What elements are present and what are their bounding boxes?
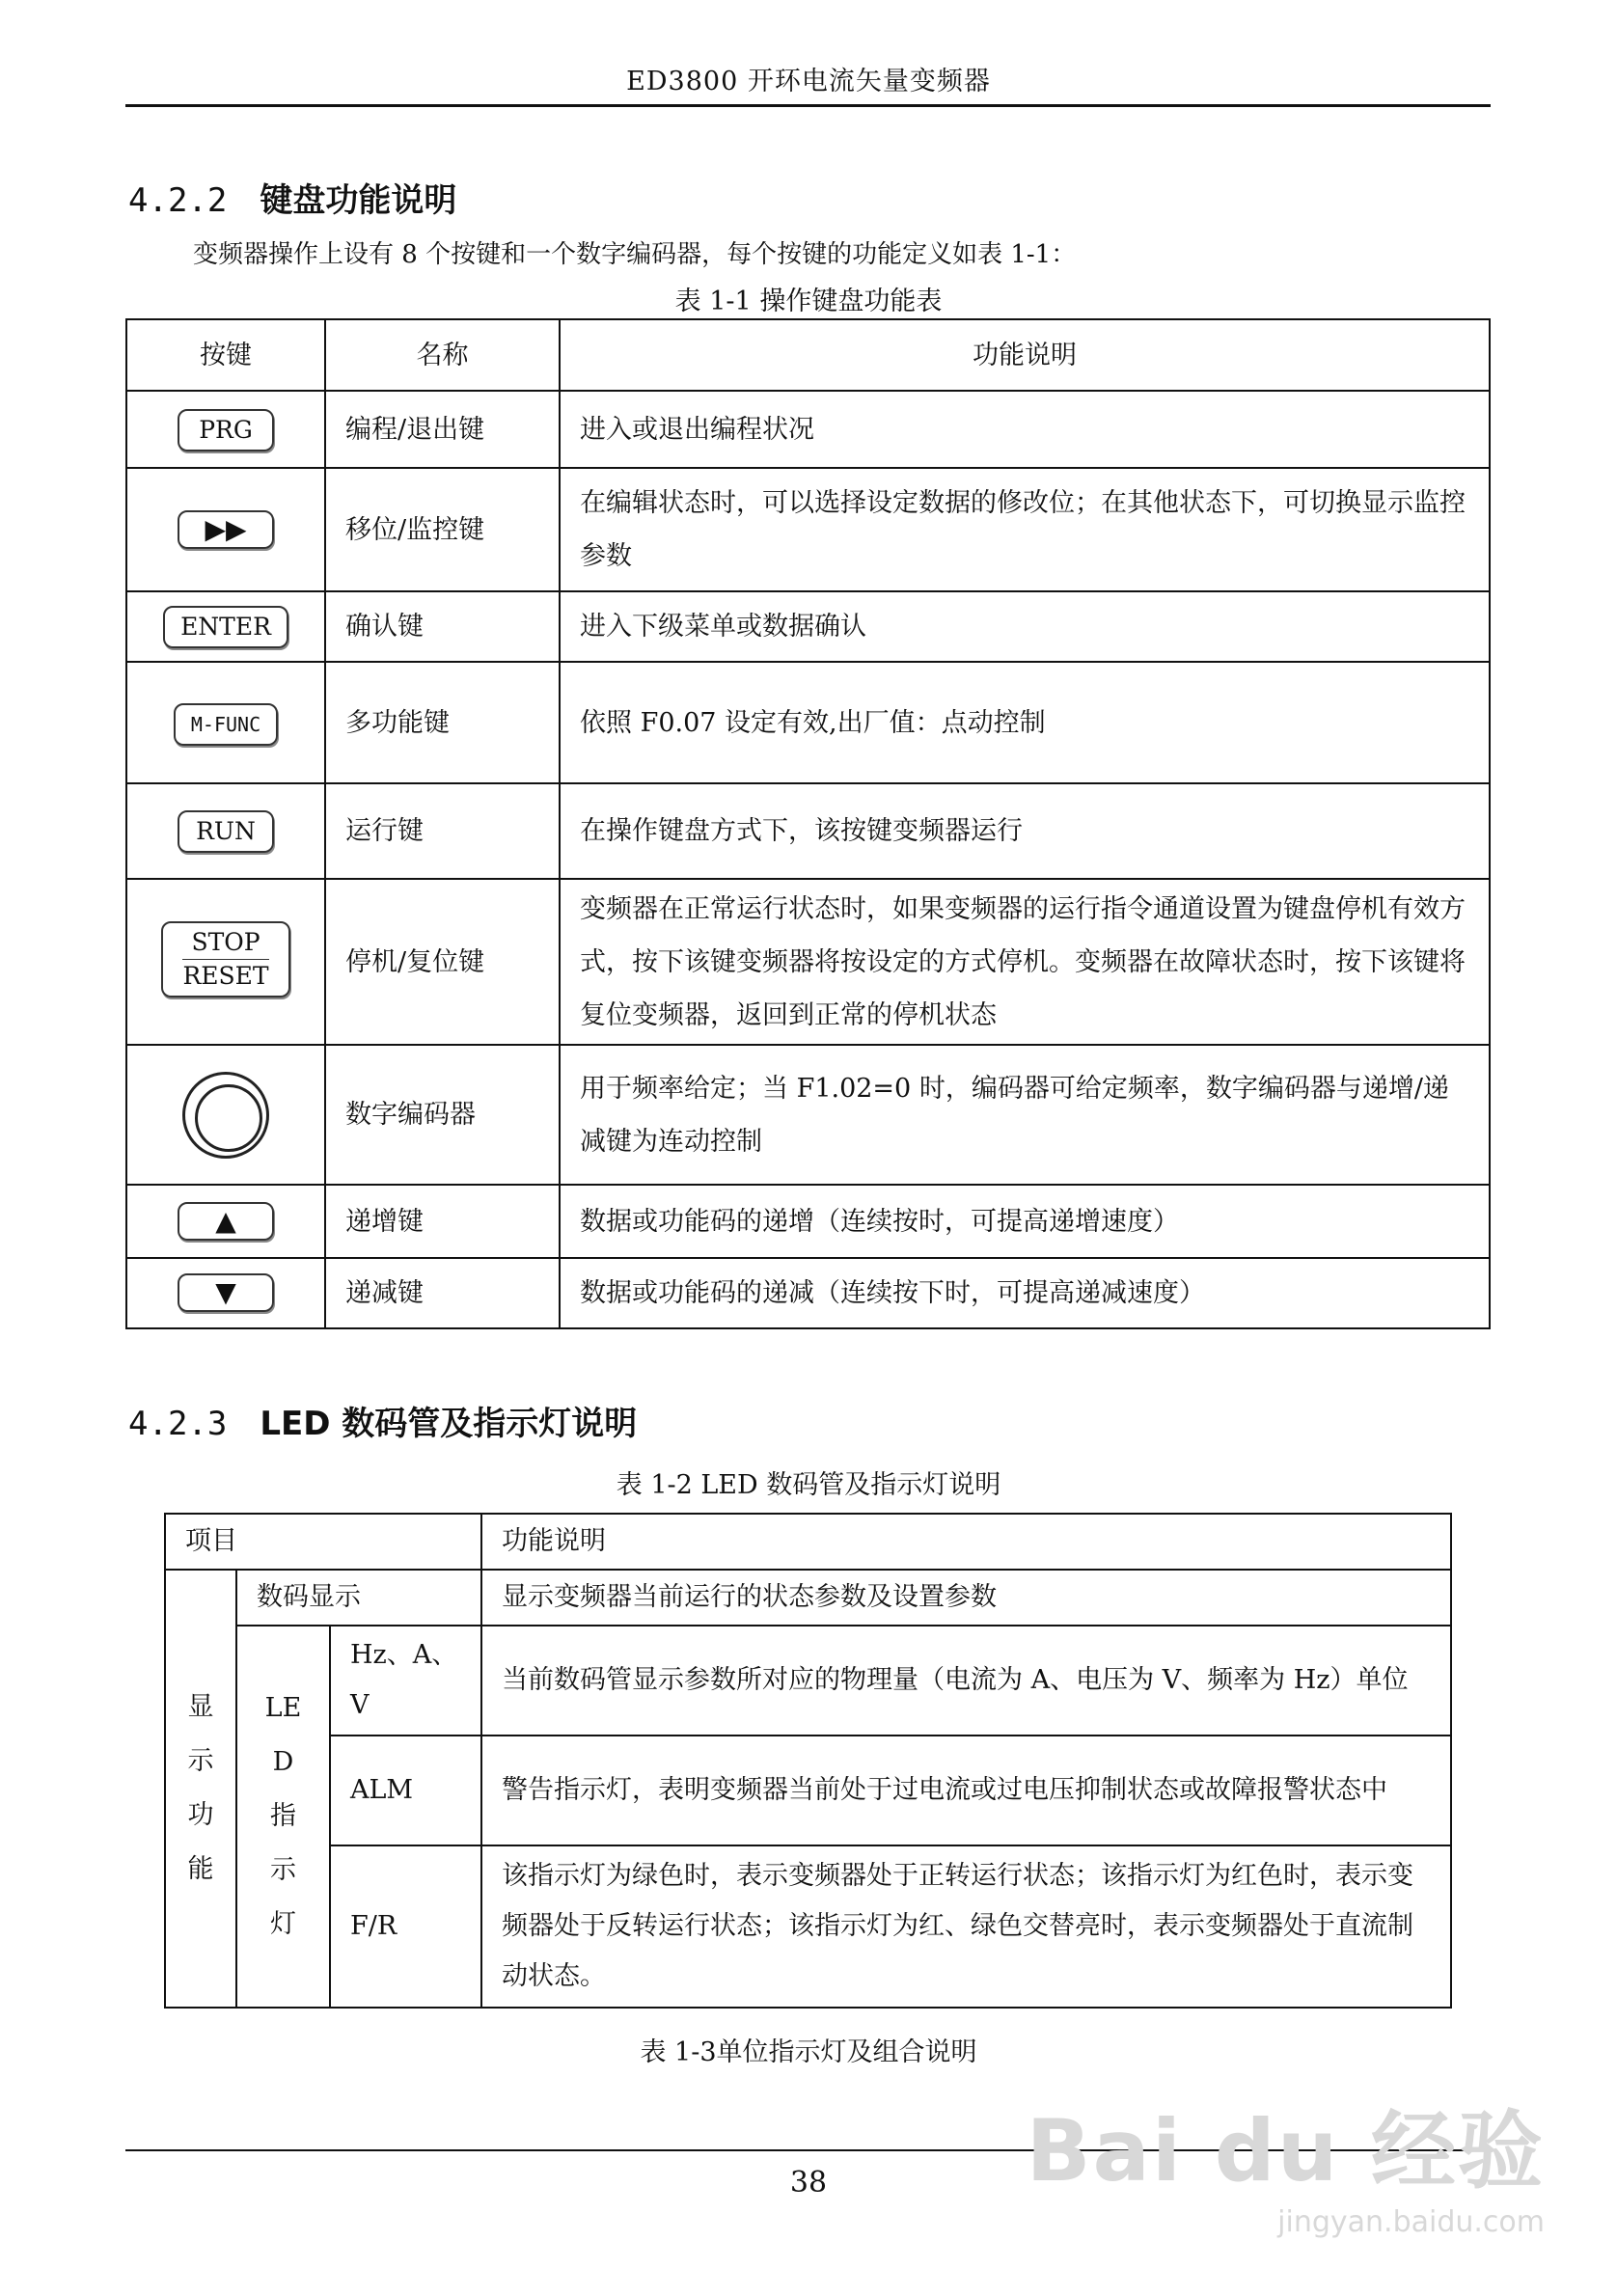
col-header-key: 按键 (126, 319, 325, 391)
stop-label: STOP (191, 928, 260, 956)
key-name: 递减键 (325, 1258, 560, 1328)
table-row (165, 1626, 1451, 1736)
table-row (126, 1258, 1490, 1328)
key-description: 在操作键盘方式下，该按键变频器运行 (560, 783, 1490, 879)
table-1-2-caption: 表 1-2 LED 数码管及指示灯说明 (616, 1470, 1001, 1500)
indicator-label: ALM (330, 1736, 481, 1845)
enter-key-icon: ENTER (163, 606, 288, 648)
key-description: 用于频率给定；当 F1.02=0 时，编码器可给定频率，数字编码器与递增/递减键为连动控制 (560, 1045, 1490, 1185)
table-row (126, 391, 1490, 468)
key-name: 移位/监控键 (325, 468, 560, 591)
table-row (126, 1185, 1490, 1258)
document-header-title: ED3800 开环电流矢量变频器 (626, 67, 991, 96)
up-key-icon: ▲ (178, 1202, 274, 1241)
display-function-label: 显示功能 (187, 1692, 214, 1884)
col-header-desc: 功能说明 (560, 319, 1490, 391)
key-name: 确认键 (325, 591, 560, 662)
baidu-watermark (1026, 2084, 1545, 2239)
watermark-url: jingyan.baidu.com (1277, 2205, 1545, 2239)
header-rule (125, 104, 1491, 107)
key-divider (182, 959, 268, 960)
key-name: 递增键 (325, 1185, 560, 1258)
led-indicator-label: LED指示灯 (264, 1693, 302, 1939)
display-function-group (165, 1570, 236, 2008)
table-row (126, 468, 1490, 591)
led-indicator-table (164, 1513, 1452, 2009)
key-description: 依照 F0.07 设定有效,出厂值：点动控制 (560, 662, 1490, 783)
indicator-desc: 该指示灯为绿色时，表示变频器处于正转运行状态；该指示灯为红色时，表示变频器处于反转运行状态；该指示灯为红、绿色交替亮时，表示变频器处于直流制动状态。 (481, 1845, 1451, 2008)
encoder-knob-icon (182, 1072, 269, 1159)
key-description: 数据或功能码的递增（连续按时，可提高递增速度） (560, 1185, 1490, 1258)
col-header-item: 项目 (165, 1514, 481, 1570)
table-1-3-caption: 表 1-3单位指示灯及组合说明 (640, 2037, 977, 2067)
keyboard-function-table (125, 318, 1491, 1329)
digit-display-label: 数码显示 (236, 1570, 481, 1626)
table-header-row (165, 1514, 1451, 1570)
section-title: 键盘功能说明 (260, 181, 457, 220)
key-name: 多功能键 (325, 662, 560, 783)
table-row (165, 1570, 1451, 1626)
table-row (126, 591, 1490, 662)
key-description: 数据或功能码的递减（连续按下时，可提高递减速度） (560, 1258, 1490, 1328)
digit-display-desc: 显示变频器当前运行的状态参数及设置参数 (481, 1570, 1451, 1626)
table-row (126, 783, 1490, 879)
table-row (126, 662, 1490, 783)
table-row (126, 879, 1490, 1045)
page-number: 38 (789, 2166, 828, 2200)
indicator-desc: 警告指示灯，表明变频器当前处于过电流或过电压抑制状态或故障报警状态中 (481, 1736, 1451, 1845)
key-description: 进入或退出编程状况 (560, 391, 1490, 468)
section-number: 4.2.3 (128, 1405, 228, 1443)
key-name: 编程/退出键 (325, 391, 560, 468)
shift-monitor-key-icon: ▶▶ (178, 510, 274, 549)
section-heading-4-2-3 (128, 1397, 637, 1444)
encoder-knob-inner-ring (195, 1084, 262, 1152)
table-1-1-caption: 表 1-1 操作键盘功能表 (674, 287, 943, 316)
section-number: 4.2.2 (128, 181, 228, 220)
run-key-icon: RUN (178, 810, 274, 853)
table-header-row (126, 319, 1490, 391)
section-intro: 变频器操作上设有 8 个按键和一个数字编码器，每个按键的功能定义如表 1-1： (193, 240, 1077, 269)
key-name: 数字编码器 (325, 1045, 560, 1185)
indicator-desc: 当前数码管显示参数所对应的物理量（电流为 A、电压为 V、频率为 Hz）单位 (481, 1626, 1451, 1736)
down-key-icon: ▼ (178, 1273, 274, 1312)
table-row (165, 1736, 1451, 1845)
watermark-brand: Bai du 经验 (1026, 2101, 1545, 2200)
section-title: LED 数码管及指示灯说明 (260, 1405, 638, 1443)
stop-reset-key-icon (161, 921, 289, 998)
indicator-label: Hz、A、V (330, 1626, 481, 1736)
indicator-label: F/R (330, 1845, 481, 2008)
key-name: 停机/复位键 (325, 879, 560, 1045)
led-indicator-group (236, 1626, 330, 2008)
col-header-name: 名称 (325, 319, 560, 391)
col-header-desc: 功能说明 (481, 1514, 1451, 1570)
key-description: 进入下级菜单或数据确认 (560, 591, 1490, 662)
mfunc-key-icon: M-FUNC (174, 703, 278, 746)
reset-label: RESET (182, 962, 269, 990)
table-row (126, 1045, 1490, 1185)
prg-key-icon: PRG (178, 409, 274, 451)
table-row (165, 1845, 1451, 2008)
key-description: 在编辑状态时，可以选择设定数据的修改位；在其他状态下，可切换显示监控参数 (560, 468, 1490, 591)
key-description: 变频器在正常运行状态时，如果变频器的运行指令通道设置为键盘停机有效方式，按下该键变频器将按设定的方式停机。变频器在故障状态时，按下该键将复位变频器，返回到正常的停机状态 (560, 879, 1490, 1045)
key-name: 运行键 (325, 783, 560, 879)
section-heading-4-2-2 (128, 174, 456, 221)
